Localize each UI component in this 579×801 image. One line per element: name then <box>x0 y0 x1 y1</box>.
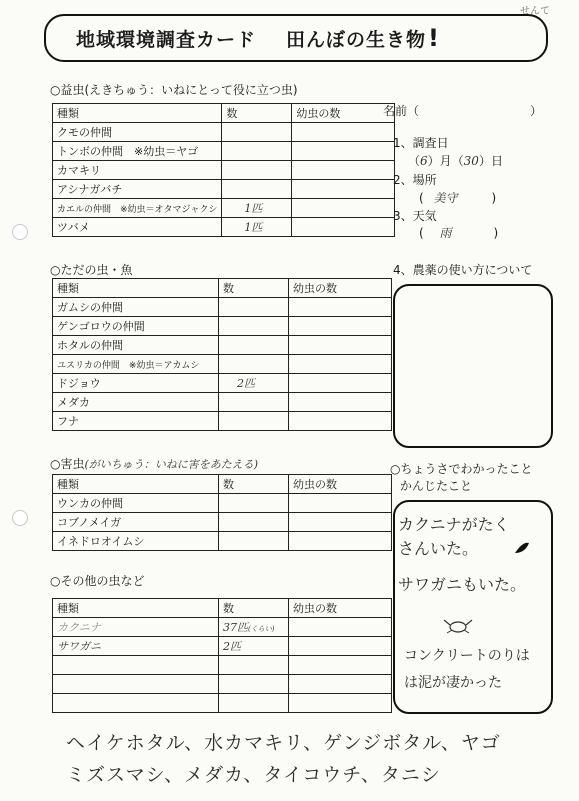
row-count <box>222 180 292 199</box>
punch-hole <box>12 224 28 240</box>
row-larva <box>292 142 395 161</box>
header-larva: 幼虫の数 <box>292 104 395 123</box>
row-name: フナ <box>53 412 219 431</box>
header-larva: 幼虫の数 <box>289 599 392 618</box>
row-count <box>222 123 292 142</box>
title-exclamation: ! <box>428 24 439 52</box>
name-close: ） <box>530 104 543 118</box>
table-row <box>53 393 392 412</box>
row-larva <box>289 393 392 412</box>
row-name: カエルの仲間 ※幼虫＝オタマジャクシ <box>53 199 222 218</box>
finding-note: サワガニもいた。 <box>398 575 527 594</box>
row-larva <box>289 355 392 374</box>
neutral-section-label: ○ただの虫・魚 <box>50 263 133 277</box>
finding-note: カクニナがたく <box>398 515 510 534</box>
row-larva <box>292 180 395 199</box>
header-kind: 種類 <box>53 475 219 494</box>
row-count <box>219 618 289 637</box>
name-label <box>383 102 419 119</box>
header-kind: 種類 <box>53 279 219 298</box>
row-count <box>219 412 289 431</box>
row-larva <box>289 412 392 431</box>
row-larva <box>289 317 392 336</box>
date-month: 6 <box>420 154 428 168</box>
row-name: メダカ <box>53 393 219 412</box>
pesticide-box <box>393 284 553 448</box>
table-row <box>53 513 392 532</box>
pest-label-handwritten: (がいちゅう：いねに害をあたえる) <box>84 458 259 471</box>
pest-label: ○害虫 <box>50 457 85 471</box>
table-row <box>53 161 395 180</box>
row-name <box>53 694 219 713</box>
row-count <box>219 298 289 317</box>
row-name: クモの仲間 <box>53 123 222 142</box>
row-name: ゲンゴロウの仲間 <box>53 317 219 336</box>
weather-label: 3、天気 <box>393 209 437 223</box>
table-row <box>53 123 395 142</box>
table-row <box>53 374 392 393</box>
date-label: 1、調査日 <box>393 136 449 150</box>
row-count-note: (くらい) <box>248 625 275 633</box>
weather-text: 雨 <box>439 226 452 240</box>
date-month-suffix: ）月（ <box>427 154 464 168</box>
row-larva <box>289 656 392 675</box>
row-count <box>219 656 289 675</box>
header-larva: 幼虫の数 <box>289 279 392 298</box>
header-count: 数 <box>222 104 292 123</box>
row-count <box>222 142 292 161</box>
row-larva <box>289 532 392 551</box>
finding-note: コンクリートのりは <box>404 648 530 664</box>
row-larva <box>289 513 392 532</box>
row-count <box>219 532 289 551</box>
row-larva <box>289 675 392 694</box>
date-day: 30 <box>463 154 479 168</box>
beneficial-section-label: ○益虫(えきちゅう：いねにとって役に立つ虫) <box>50 83 298 97</box>
table-row <box>53 336 392 355</box>
table-row <box>53 656 392 675</box>
row-count <box>219 494 289 513</box>
row-name <box>53 656 219 675</box>
row-count <box>219 513 289 532</box>
row-count <box>219 675 289 694</box>
header-kind: 種類 <box>53 104 222 123</box>
row-name <box>53 675 219 694</box>
header-larva: 幼虫の数 <box>289 475 392 494</box>
header-count: 数 <box>219 599 289 618</box>
table-row <box>53 180 395 199</box>
table-row <box>53 218 395 237</box>
row-name: ツバメ <box>53 218 222 237</box>
row-name: カクニナ <box>53 618 219 637</box>
row-count: 1匹 <box>222 218 292 237</box>
row-name: ドジョウ <box>53 374 219 393</box>
date-value <box>408 152 503 169</box>
other-section-label: ○その他の虫など <box>50 574 145 588</box>
page-title: 地域環境調査カード <box>76 28 257 51</box>
table-row <box>53 618 392 637</box>
row-larva <box>292 123 395 142</box>
row-larva <box>289 694 392 713</box>
row-larva <box>289 298 392 317</box>
findings-label-2: かんじたこと <box>400 479 473 493</box>
row-larva <box>289 637 392 656</box>
place-value: ( 美守 ) <box>419 191 497 205</box>
table-row <box>53 355 392 374</box>
row-count-value: 37匹 <box>223 621 248 634</box>
row-larva <box>292 199 395 218</box>
row-count: 2匹 <box>219 374 289 393</box>
table-row <box>53 317 392 336</box>
table-row <box>53 532 392 551</box>
beneficial-table <box>52 103 395 237</box>
row-name: アシナガバチ <box>53 180 222 199</box>
place-label: 2、場所 <box>393 173 437 187</box>
row-name: サワガニ <box>53 637 219 656</box>
header-kind: 種類 <box>53 599 219 618</box>
place-text: 美守 <box>433 191 458 205</box>
bottom-note: ミズスマシ、メダカ、タイコウチ、タニシ <box>66 764 441 786</box>
row-count <box>219 393 289 412</box>
header-count: 数 <box>219 475 289 494</box>
row-count <box>222 161 292 180</box>
corner-scribble: せんて <box>520 6 550 17</box>
table-row <box>53 675 392 694</box>
pest-section-label <box>50 455 258 472</box>
row-larva <box>289 618 392 637</box>
row-name: トンボの仲間 ※幼虫＝ヤゴ <box>53 142 222 161</box>
pesticide-label: 4、農薬の使い方について <box>393 263 533 277</box>
crab-drawing-icon <box>442 616 474 634</box>
table-row <box>53 298 392 317</box>
row-larva <box>289 336 392 355</box>
bottom-note: ヘイケホタル、水カマキリ、ゲンジボタル、ヤゴ <box>66 732 501 754</box>
findings-label: ○ちょうさでわかったこと <box>390 462 533 476</box>
row-larva <box>292 218 395 237</box>
row-count <box>219 355 289 374</box>
table-row <box>53 412 392 431</box>
row-name: ウンカの仲間 <box>53 494 219 513</box>
row-name: ユスリカの仲間 ※幼虫＝アカムシ <box>53 355 219 374</box>
weather-value: ( 雨 ) <box>419 226 499 240</box>
header-count: 数 <box>219 279 289 298</box>
punch-hole <box>12 510 28 526</box>
row-name: カマキリ <box>53 161 222 180</box>
row-name: ホタルの仲間 <box>53 336 219 355</box>
row-larva <box>292 161 395 180</box>
pest-table <box>52 474 392 551</box>
page-subtitle: 田んぼの生き物 <box>286 28 427 51</box>
name-open: 名前（ <box>383 104 420 118</box>
row-count: 1匹 <box>222 199 292 218</box>
row-larva <box>289 374 392 393</box>
row-larva <box>289 494 392 513</box>
row-name: ガムシの仲間 <box>53 298 219 317</box>
neutral-table <box>52 278 392 431</box>
row-count <box>219 336 289 355</box>
table-row <box>53 494 392 513</box>
table-row <box>53 142 395 161</box>
date-day-suffix: ）日 <box>478 154 503 168</box>
other-table <box>52 598 392 713</box>
title-box <box>44 14 548 62</box>
finding-note: さんいた。 <box>398 539 479 558</box>
leaf-drawing-icon <box>513 541 531 555</box>
row-count: 2匹 <box>219 637 289 656</box>
row-name: イネドロオイムシ <box>53 532 219 551</box>
row-count <box>219 694 289 713</box>
row-name: コブノメイガ <box>53 513 219 532</box>
date-open: （ <box>408 154 421 168</box>
table-row <box>53 637 392 656</box>
table-row <box>53 694 392 713</box>
row-count <box>219 317 289 336</box>
finding-note: は泥が凄かった <box>404 675 502 691</box>
table-row <box>53 199 395 218</box>
